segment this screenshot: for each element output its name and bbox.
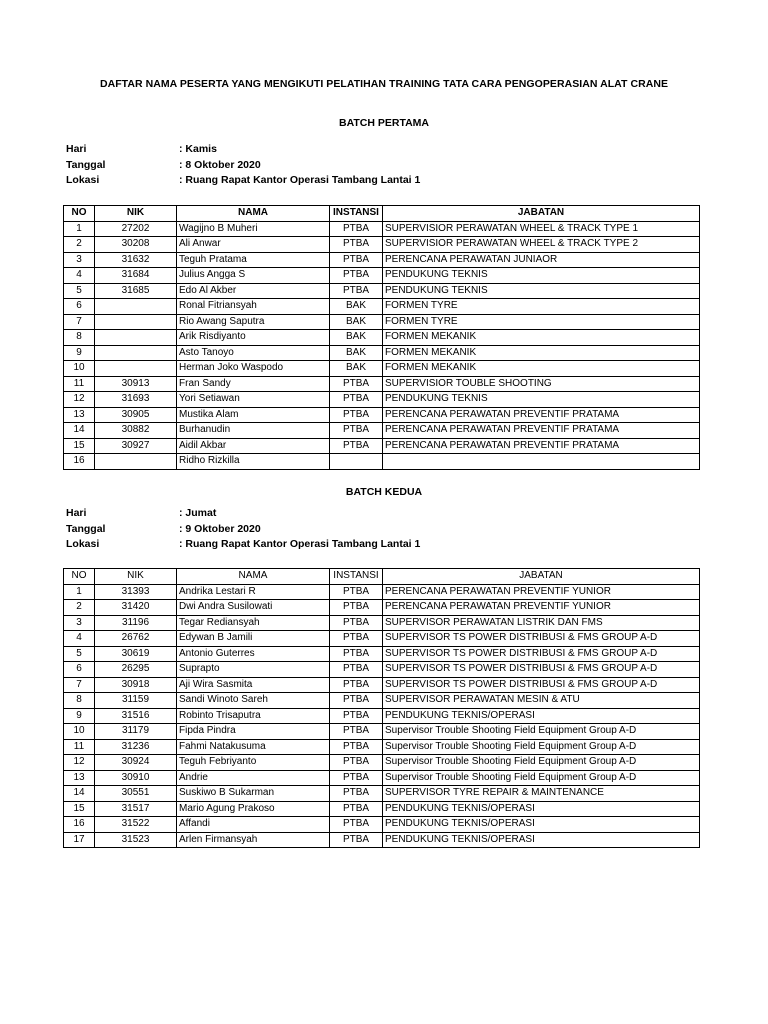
table-row (64, 662, 700, 678)
cell-nama: Fahmi Natakusuma (177, 739, 330, 755)
cell-no: 15 (64, 801, 95, 817)
cell-jabatan: PENDUKUNG TEKNIS/OPERASI (383, 817, 700, 833)
cell-nik: 30927 (95, 438, 177, 454)
column-header: NIK (95, 569, 177, 585)
cell-nama: Arik Risdiyanto (177, 330, 330, 346)
cell-jabatan (383, 454, 700, 470)
cell-no: 16 (64, 817, 95, 833)
cell-instansi: PTBA (330, 739, 383, 755)
cell-instansi: PTBA (330, 438, 383, 454)
cell-jabatan: SUPERVISOR TS POWER DISTRIBUSI & FMS GROUP A-D (383, 646, 700, 662)
cell-instansi: PTBA (330, 770, 383, 786)
cell-nik: 30905 (95, 407, 177, 423)
info-label: Lokasi (66, 174, 100, 186)
cell-nik: 30924 (95, 755, 177, 771)
cell-nama: Antonio Guterres (177, 646, 330, 662)
cell-instansi: PTBA (330, 646, 383, 662)
cell-nama: Arlen Firmansyah (177, 832, 330, 848)
cell-nama: Ali Anwar (177, 237, 330, 253)
cell-no: 8 (64, 693, 95, 709)
cell-nik: 30208 (95, 237, 177, 253)
cell-jabatan: Supervisor Trouble Shooting Field Equipment Group A-D (383, 770, 700, 786)
cell-no: 17 (64, 832, 95, 848)
cell-no: 4 (64, 631, 95, 647)
cell-nik: 27202 (95, 221, 177, 237)
cell-nik (95, 345, 177, 361)
table-row (64, 392, 700, 408)
cell-instansi: PTBA (330, 724, 383, 740)
cell-jabatan: SUPERVISOR PERAWATAN LISTRIK DAN FMS (383, 615, 700, 631)
cell-no: 12 (64, 755, 95, 771)
batch-1-table (63, 205, 700, 470)
cell-instansi: PTBA (330, 801, 383, 817)
batch-2-table (63, 568, 700, 848)
cell-nama: Yori Setiawan (177, 392, 330, 408)
cell-jabatan: Supervisor Trouble Shooting Field Equipment Group A-D (383, 739, 700, 755)
cell-no: 2 (64, 600, 95, 616)
cell-no: 7 (64, 314, 95, 330)
table-row (64, 708, 700, 724)
cell-jabatan: FORMEN TYRE (383, 299, 700, 315)
cell-jabatan: FORMEN MEKANIK (383, 361, 700, 377)
cell-jabatan: Supervisor Trouble Shooting Field Equipment Group A-D (383, 755, 700, 771)
cell-no: 2 (64, 237, 95, 253)
cell-nama: Andrie (177, 770, 330, 786)
table-row (64, 786, 700, 802)
cell-nama: Fran Sandy (177, 376, 330, 392)
cell-jabatan: PERENCANA PERAWATAN PREVENTIF YUNIOR (383, 600, 700, 616)
table-row (64, 832, 700, 848)
cell-instansi: PTBA (330, 407, 383, 423)
cell-instansi: PTBA (330, 376, 383, 392)
cell-nik: 26762 (95, 631, 177, 647)
info-value: : 8 Oktober 2020 (179, 158, 261, 171)
cell-no: 5 (64, 283, 95, 299)
cell-no: 6 (64, 299, 95, 315)
table-row (64, 407, 700, 423)
cell-nik: 26295 (95, 662, 177, 678)
cell-instansi: PTBA (330, 392, 383, 408)
table-row (64, 631, 700, 647)
cell-no: 9 (64, 708, 95, 724)
info-label: Hari (66, 507, 87, 519)
cell-instansi: PTBA (330, 600, 383, 616)
cell-no: 16 (64, 454, 95, 470)
cell-jabatan: FORMEN MEKANIK (383, 345, 700, 361)
table-row (64, 221, 700, 237)
cell-instansi: PTBA (330, 423, 383, 439)
cell-instansi: PTBA (330, 693, 383, 709)
cell-nama: Andrika Lestari R (177, 584, 330, 600)
cell-jabatan: SUPERVISOR TYRE REPAIR & MAINTENANCE (383, 786, 700, 802)
column-header: JABATAN (383, 206, 700, 222)
table-row (64, 252, 700, 268)
table-row (64, 438, 700, 454)
cell-jabatan: SUPERVISOR PERAWATAN MESIN & ATU (383, 693, 700, 709)
cell-nik: 31236 (95, 739, 177, 755)
cell-nama: Asto Tanoyo (177, 345, 330, 361)
cell-nik (95, 361, 177, 377)
info-label: Hari (66, 143, 87, 155)
cell-nik: 31632 (95, 252, 177, 268)
cell-instansi: PTBA (330, 832, 383, 848)
table-row (64, 677, 700, 693)
cell-nama: Tegar Rediansyah (177, 615, 330, 631)
cell-no: 3 (64, 252, 95, 268)
cell-instansi: PTBA (330, 755, 383, 771)
cell-nik (95, 314, 177, 330)
cell-nama: Suskiwo B Sukarman (177, 786, 330, 802)
cell-jabatan: PENDUKUNG TEKNIS/OPERASI (383, 708, 700, 724)
table-row (64, 454, 700, 470)
cell-instansi: PTBA (330, 221, 383, 237)
cell-no: 11 (64, 739, 95, 755)
cell-instansi: PTBA (330, 584, 383, 600)
cell-instansi: BAK (330, 345, 383, 361)
table-row (64, 739, 700, 755)
cell-instansi: PTBA (330, 786, 383, 802)
table-row (64, 646, 700, 662)
cell-instansi (330, 454, 383, 470)
cell-nik: 31517 (95, 801, 177, 817)
cell-no: 4 (64, 268, 95, 284)
column-header: NAMA (177, 569, 330, 585)
cell-nik: 30882 (95, 423, 177, 439)
cell-jabatan: SUPERVISIOR PERAWATAN WHEEL & TRACK TYPE 1 (383, 221, 700, 237)
cell-instansi: PTBA (330, 817, 383, 833)
column-header: INSTANSI (330, 569, 383, 585)
table-header-row (64, 206, 700, 222)
document-title: DAFTAR NAMA PESERTA YANG MENGIKUTI PELATIHAN TRAINING TATA CARA PENGOPERASIAN ALAT CRANE (99, 78, 669, 90)
table-row (64, 361, 700, 377)
cell-nama: Affandi (177, 817, 330, 833)
column-header: NIK (95, 206, 177, 222)
cell-no: 13 (64, 407, 95, 423)
info-value: : Ruang Rapat Kantor Operasi Tambang Lantai 1 (179, 174, 421, 186)
cell-nik: 30619 (95, 646, 177, 662)
cell-no: 1 (64, 584, 95, 600)
cell-jabatan: PENDUKUNG TEKNIS/OPERASI (383, 801, 700, 817)
cell-no: 15 (64, 438, 95, 454)
info-value: : 9 Oktober 2020 (179, 522, 261, 535)
cell-nik: 31684 (95, 268, 177, 284)
cell-no: 6 (64, 662, 95, 678)
cell-instansi: BAK (330, 314, 383, 330)
column-header: NO (64, 569, 95, 585)
cell-nik: 31179 (95, 724, 177, 740)
cell-jabatan: PERENCANA PERAWATAN PREVENTIF PRATAMA (383, 438, 700, 454)
column-header: JABATAN (383, 569, 700, 585)
cell-no: 14 (64, 423, 95, 439)
table-row (64, 615, 700, 631)
cell-nama: Aidil Akbar (177, 438, 330, 454)
cell-jabatan: FORMEN TYRE (383, 314, 700, 330)
cell-nama: Robinto Trisaputra (177, 708, 330, 724)
cell-no: 11 (64, 376, 95, 392)
table-row (64, 283, 700, 299)
table-row (64, 770, 700, 786)
cell-nik: 31159 (95, 693, 177, 709)
cell-jabatan: PENDUKUNG TEKNIS/OPERASI (383, 832, 700, 848)
info-value: : Jumat (179, 507, 217, 519)
cell-instansi: BAK (330, 361, 383, 377)
cell-nik: 31196 (95, 615, 177, 631)
cell-nama: Teguh Febriyanto (177, 755, 330, 771)
table-row (64, 423, 700, 439)
cell-nik: 31522 (95, 817, 177, 833)
table-row (64, 299, 700, 315)
cell-jabatan: PERENCANA PERAWATAN PREVENTIF PRATAMA (383, 423, 700, 439)
cell-nama: Suprapto (177, 662, 330, 678)
info-label: Tanggal (66, 158, 106, 171)
cell-jabatan: PENDUKUNG TEKNIS (383, 392, 700, 408)
cell-nik (95, 330, 177, 346)
table-row (64, 724, 700, 740)
info-label: Tanggal (66, 522, 106, 535)
cell-no: 10 (64, 361, 95, 377)
cell-instansi: PTBA (330, 708, 383, 724)
cell-nama: Fipda Pindra (177, 724, 330, 740)
table-row (64, 817, 700, 833)
cell-no: 13 (64, 770, 95, 786)
cell-nama: Rio Awang Saputra (177, 314, 330, 330)
cell-instansi: PTBA (330, 252, 383, 268)
cell-no: 10 (64, 724, 95, 740)
cell-nama: Julius Angga S (177, 268, 330, 284)
cell-nik: 30913 (95, 376, 177, 392)
cell-instansi: BAK (330, 330, 383, 346)
column-header: INSTANSI (330, 206, 383, 222)
table-row (64, 693, 700, 709)
cell-nik (95, 299, 177, 315)
cell-nik: 31523 (95, 832, 177, 848)
cell-nama: Ridho Rizkilla (177, 454, 330, 470)
cell-no: 8 (64, 330, 95, 346)
table-row (64, 376, 700, 392)
cell-nik: 31516 (95, 708, 177, 724)
batch-2-title: BATCH KEDUA (345, 486, 423, 498)
cell-nik: 30551 (95, 786, 177, 802)
cell-no: 7 (64, 677, 95, 693)
cell-nama: Ronal Fitriansyah (177, 299, 330, 315)
batch-1-title: BATCH PERTAMA (338, 117, 430, 129)
cell-nik: 30910 (95, 770, 177, 786)
cell-jabatan: Supervisor Trouble Shooting Field Equipment Group A-D (383, 724, 700, 740)
cell-jabatan: SUPERVISIOR PERAWATAN WHEEL & TRACK TYPE 2 (383, 237, 700, 253)
column-header: NO (64, 206, 95, 222)
table-row (64, 330, 700, 346)
table-row (64, 600, 700, 616)
cell-nik: 31393 (95, 584, 177, 600)
cell-instansi: PTBA (330, 268, 383, 284)
cell-nik: 31693 (95, 392, 177, 408)
cell-nama: Sandi Winoto Sareh (177, 693, 330, 709)
cell-no: 9 (64, 345, 95, 361)
cell-jabatan: SUPERVISIOR TOUBLE SHOOTING (383, 376, 700, 392)
cell-nama: Aji Wira Sasmita (177, 677, 330, 693)
cell-jabatan: FORMEN MEKANIK (383, 330, 700, 346)
info-value: : Kamis (179, 143, 217, 155)
cell-no: 3 (64, 615, 95, 631)
table-row (64, 345, 700, 361)
cell-instansi: PTBA (330, 662, 383, 678)
table-header-row (64, 569, 700, 585)
cell-no: 14 (64, 786, 95, 802)
cell-nama: Dwi Andra Susilowati (177, 600, 330, 616)
cell-jabatan: PENDUKUNG TEKNIS (383, 283, 700, 299)
cell-jabatan: PERENCANA PERAWATAN JUNIAOR (383, 252, 700, 268)
cell-nik: 31420 (95, 600, 177, 616)
cell-instansi: PTBA (330, 237, 383, 253)
table-row (64, 237, 700, 253)
cell-jabatan: SUPERVISOR TS POWER DISTRIBUSI & FMS GROUP A-D (383, 631, 700, 647)
cell-jabatan: PERENCANA PERAWATAN PREVENTIF PRATAMA (383, 407, 700, 423)
table-row (64, 584, 700, 600)
cell-nik: 31685 (95, 283, 177, 299)
cell-nama: Herman Joko Waspodo (177, 361, 330, 377)
cell-nik (95, 454, 177, 470)
table-row (64, 268, 700, 284)
cell-nama: Edo Al Akber (177, 283, 330, 299)
cell-nama: Wagijno B Muheri (177, 221, 330, 237)
cell-instansi: PTBA (330, 615, 383, 631)
cell-jabatan: PERENCANA PERAWATAN PREVENTIF YUNIOR (383, 584, 700, 600)
cell-nama: Edywan B Jamili (177, 631, 330, 647)
cell-instansi: PTBA (330, 677, 383, 693)
cell-no: 1 (64, 221, 95, 237)
info-label: Lokasi (66, 538, 100, 550)
table-row (64, 755, 700, 771)
cell-instansi: PTBA (330, 283, 383, 299)
column-header: NAMA (177, 206, 330, 222)
cell-nama: Teguh Pratama (177, 252, 330, 268)
cell-nama: Burhanudin (177, 423, 330, 439)
cell-nama: Mario Agung Prakoso (177, 801, 330, 817)
cell-nik: 30918 (95, 677, 177, 693)
table-row (64, 801, 700, 817)
cell-no: 5 (64, 646, 95, 662)
cell-jabatan: SUPERVISOR TS POWER DISTRIBUSI & FMS GROUP A-D (383, 662, 700, 678)
cell-nama: Mustika Alam (177, 407, 330, 423)
cell-instansi: BAK (330, 299, 383, 315)
cell-instansi: PTBA (330, 631, 383, 647)
table-row (64, 314, 700, 330)
info-value: : Ruang Rapat Kantor Operasi Tambang Lantai 1 (179, 538, 421, 550)
cell-jabatan: PENDUKUNG TEKNIS (383, 268, 700, 284)
cell-jabatan: SUPERVISOR TS POWER DISTRIBUSI & FMS GROUP A-D (383, 677, 700, 693)
cell-no: 12 (64, 392, 95, 408)
